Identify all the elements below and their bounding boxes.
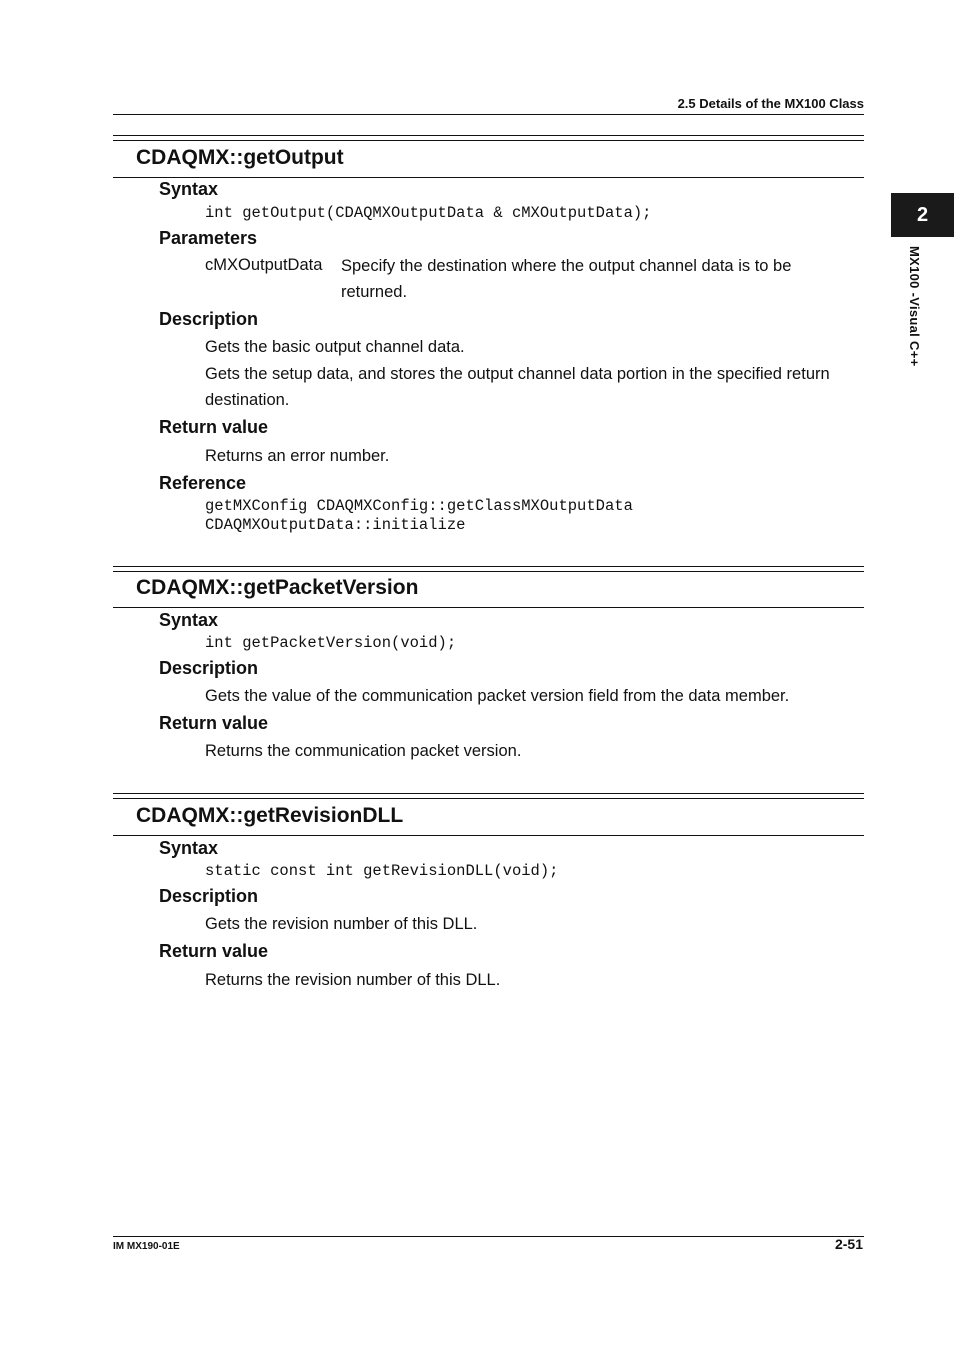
syntax-heading: Syntax	[159, 179, 219, 199]
document-id: IM MX190-01E	[113, 1241, 180, 1252]
section-top-rule	[113, 135, 864, 141]
parameters-heading: Parameters	[159, 228, 258, 248]
param-description: Specify the destination where the output channel data is to be returned.	[341, 257, 792, 301]
return-text: Returns the communication packet version.	[205, 742, 522, 760]
description-text: Gets the setup data, and stores the output channel data portion in the specified return destination.	[205, 365, 830, 409]
chapter-tab: 2	[891, 193, 954, 237]
return-heading: Return value	[159, 941, 269, 961]
param-name: cMXOutputData	[205, 256, 323, 274]
description-text: Gets the value of the communication packet version field from the data member.	[205, 687, 790, 705]
running-head: 2.5 Details of the MX100 Class	[677, 96, 864, 111]
header-rule	[113, 114, 864, 115]
section-title: CDAQMX::getOutput	[136, 146, 344, 169]
return-text: Returns the revision number of this DLL.	[205, 971, 501, 989]
reference-heading: Reference	[159, 473, 247, 493]
description-text: Gets the basic output channel data.	[205, 338, 465, 356]
syntax-code: static const int getRevisionDLL(void);	[205, 862, 559, 880]
section-title: CDAQMX::getRevisionDLL	[136, 804, 404, 827]
description-heading: Description	[159, 658, 259, 678]
footer-rule	[113, 1236, 864, 1237]
reference-code: getMXConfig CDAQMXConfig::getClassMXOutputData	[205, 497, 633, 515]
page-number: 2-51	[834, 1236, 863, 1252]
section-top-rule	[113, 566, 864, 572]
return-text: Returns an error number.	[205, 447, 390, 465]
description-heading: Description	[159, 886, 259, 906]
reference-code: CDAQMXOutputData::initialize	[205, 516, 466, 534]
section-title-rule	[113, 177, 864, 178]
syntax-code: int getPacketVersion(void);	[205, 634, 457, 652]
return-heading: Return value	[159, 417, 269, 437]
return-heading: Return value	[159, 713, 269, 733]
section-top-rule	[113, 793, 864, 799]
section-title-rule	[113, 835, 864, 836]
description-text: Gets the revision number of this DLL.	[205, 915, 478, 933]
section-title: CDAQMX::getPacketVersion	[136, 576, 419, 599]
description-heading: Description	[159, 309, 259, 329]
syntax-heading: Syntax	[159, 838, 219, 858]
syntax-code: int getOutput(CDAQMXOutputData & cMXOutputData);	[205, 204, 652, 222]
section-title-rule	[113, 607, 864, 608]
chapter-side-label: MX100 -Visual C++	[907, 246, 922, 367]
syntax-heading: Syntax	[159, 610, 219, 630]
